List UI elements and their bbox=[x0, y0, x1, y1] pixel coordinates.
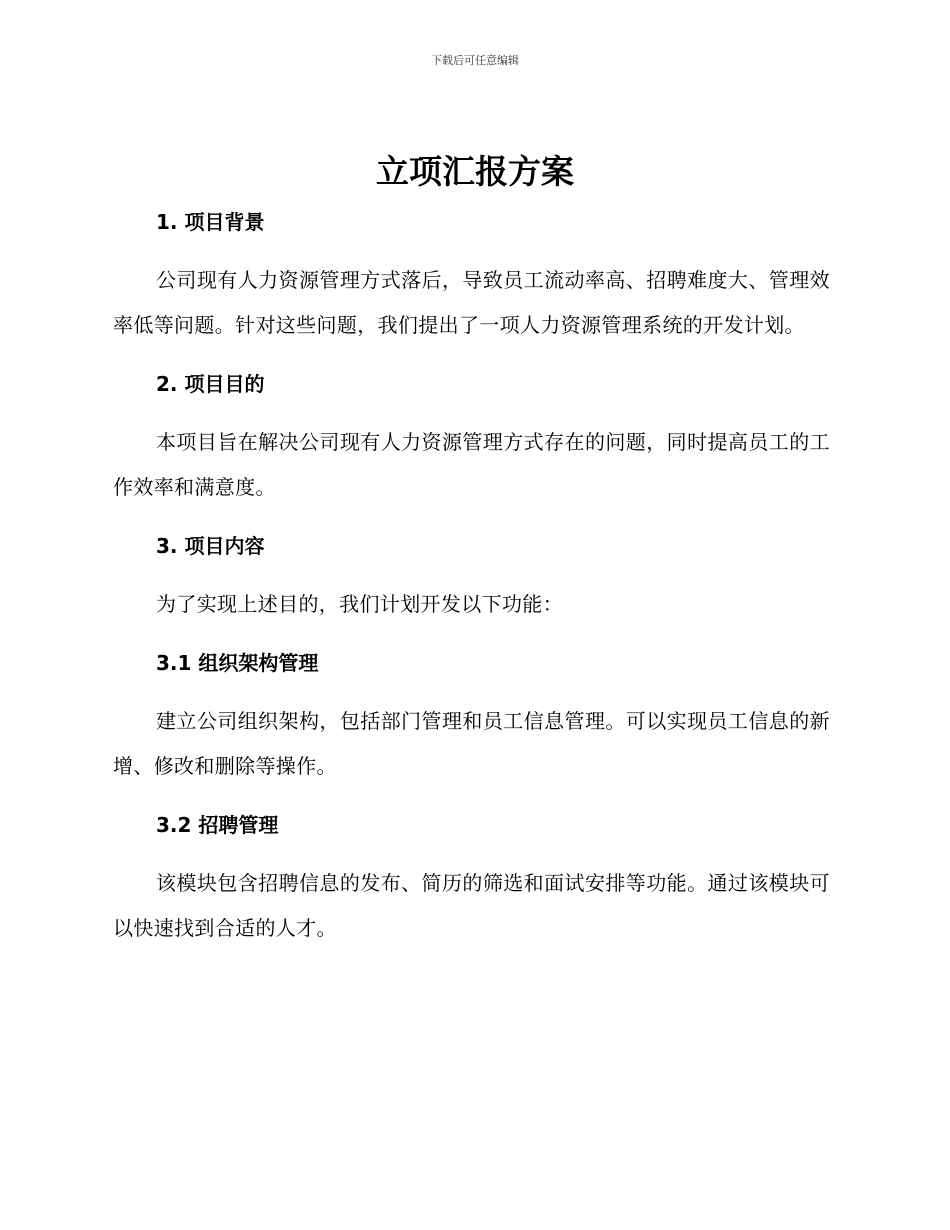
section-heading: 1. 项目背景 bbox=[156, 210, 265, 234]
section-paragraph: 建立公司组织架构，包括部门管理和员工信息管理。可以实现员工信息的新增、修改和删除等操作。 bbox=[113, 709, 830, 778]
page-header-note: 下载后可任意编辑 bbox=[431, 54, 519, 67]
document-title: 立项汇报方案 bbox=[376, 152, 574, 191]
section-heading: 3. 项目内容 bbox=[156, 534, 265, 558]
section-paragraph: 公司现有人力资源管理方式落后，导致员工流动率高、招聘难度大、管理效率低等问题。针对这些问题，我们提出了一项人力资源管理系统的开发计划。 bbox=[113, 268, 830, 337]
section-heading: 3.1 组织架构管理 bbox=[156, 651, 319, 675]
section-recruitment bbox=[113, 803, 830, 951]
section-purpose bbox=[113, 362, 830, 510]
section-paragraph: 本项目旨在解决公司现有人力资源管理方式存在的问题，同时提高员工的工作效率和满意度。 bbox=[113, 430, 830, 499]
section-heading: 3.2 招聘管理 bbox=[156, 813, 279, 837]
section-org-structure bbox=[113, 641, 830, 789]
section-paragraph: 为了实现上述目的，我们计划开发以下功能： bbox=[156, 592, 563, 616]
section-content bbox=[113, 524, 830, 627]
section-background bbox=[113, 200, 830, 348]
document-body bbox=[113, 200, 830, 951]
section-paragraph: 该模块包含招聘信息的发布、简历的筛选和面试安排等功能。通过该模块可以快速找到合适的人才。 bbox=[113, 871, 830, 940]
section-heading: 2. 项目目的 bbox=[156, 372, 265, 396]
